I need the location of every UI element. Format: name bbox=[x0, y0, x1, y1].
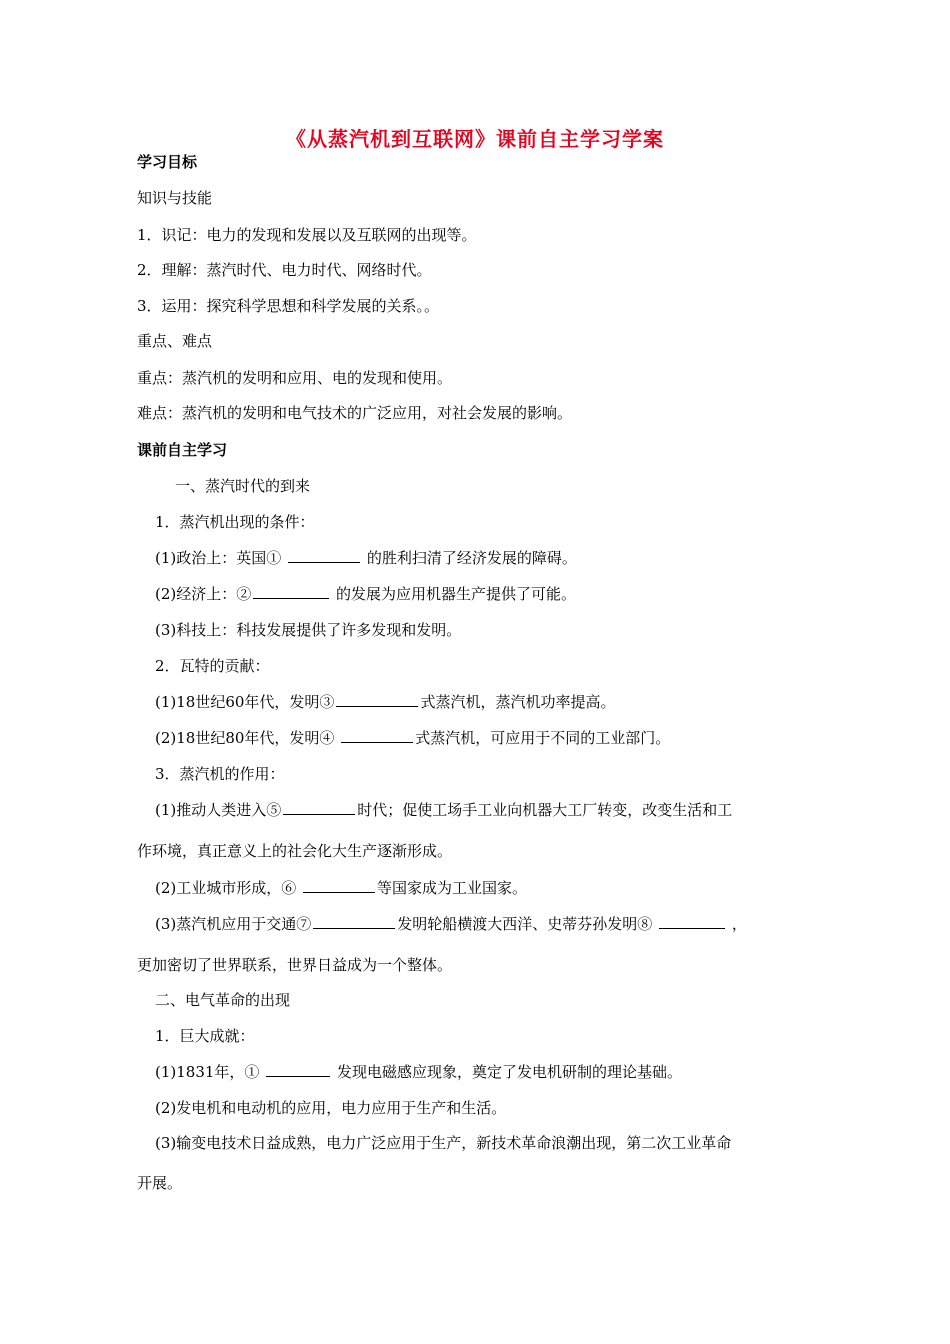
s1-q3-item-a bbox=[155, 799, 732, 820]
answer-blank[interactable] bbox=[303, 877, 375, 893]
s2-q1-item-a bbox=[155, 1061, 682, 1082]
item-text: ， bbox=[731, 915, 747, 933]
answer-blank[interactable] bbox=[336, 691, 418, 707]
item-text: 式蒸汽机，蒸汽机功率提高。 bbox=[420, 693, 616, 711]
answer-blank[interactable] bbox=[288, 547, 360, 563]
answer-blank[interactable] bbox=[313, 913, 395, 929]
item-text: 等国家成为工业国家。 bbox=[377, 879, 528, 897]
s1-q1-item-c: (3)科技上：科技发展提供了许多发现和发明。 bbox=[155, 621, 462, 639]
item-text: (1)18世纪60年代，发明③ bbox=[155, 693, 335, 711]
difficulty: 难点：蒸汽机的发明和电气技术的广泛应用，对社会发展的影响。 bbox=[137, 404, 573, 422]
document-title: 《从蒸汽机到互联网》课前自主学习学案 bbox=[286, 127, 664, 151]
section-2-heading: 二、电气革命的出现 bbox=[155, 991, 291, 1009]
goal-3: 3．运用：探究科学思想和科学发展的关系。。 bbox=[137, 297, 440, 315]
s1-q3-item-b bbox=[155, 877, 527, 898]
s1-q2-item-b bbox=[155, 727, 670, 748]
item-text: 发现电磁感应现象，奠定了发电机研制的理论基础。 bbox=[336, 1063, 682, 1081]
answer-blank[interactable] bbox=[253, 583, 329, 599]
goals-heading: 学习目标 bbox=[137, 153, 198, 171]
item-text: 时代；促使工场手工业向机器大工厂转变，改变生活和工 bbox=[357, 801, 733, 819]
item-text: 的胜利扫清了经济发展的障碍。 bbox=[366, 549, 577, 567]
item-text: (2)工业城市形成，⑥ bbox=[155, 879, 297, 897]
item-text: (2)18世纪80年代，发明④ bbox=[155, 729, 335, 747]
item-text: (2)经济上：② bbox=[155, 585, 252, 603]
item-text: (1)政治上：英国① bbox=[155, 549, 282, 567]
key-points-heading: 重点、难点 bbox=[137, 332, 213, 350]
knowledge-skills-label: 知识与技能 bbox=[137, 189, 213, 207]
s1-q2-item-a bbox=[155, 691, 615, 712]
s1-question-1: 1．蒸汽机出现的条件： bbox=[155, 513, 315, 531]
s2-question-1: 1．巨大成就： bbox=[155, 1027, 255, 1045]
s1-q3-item-a-continued: 作环境，真正意义上的社会化大生产逐渐形成。 bbox=[137, 842, 453, 860]
s2-q1-item-c: (3)输变电技术日益成熟，电力广泛应用于生产，新技术革命浪潮出现，第二次工业革命 bbox=[155, 1134, 732, 1152]
item-text: 式蒸汽机，可应用于不同的工业部门。 bbox=[415, 729, 671, 747]
goal-2: 2．理解：蒸汽时代、电力时代、网络时代。 bbox=[137, 261, 432, 279]
s1-q3-item-c bbox=[155, 913, 747, 934]
item-text: (1)推动人类进入⑤ bbox=[155, 801, 282, 819]
item-text: 的发展为应用机器生产提供了可能。 bbox=[336, 585, 577, 603]
section-1-heading: 一、蒸汽时代的到来 bbox=[175, 477, 311, 495]
key-point: 重点：蒸汽机的发明和应用、电的发现和使用。 bbox=[137, 369, 453, 387]
item-text: (1)1831年，① bbox=[155, 1063, 260, 1081]
s2-q1-item-c-continued: 开展。 bbox=[137, 1174, 183, 1192]
item-text: 发明轮船横渡大西洋、史蒂芬孙发明⑧ bbox=[397, 915, 653, 933]
s2-q1-item-b: (2)发电机和电动机的应用，电力应用于生产和生活。 bbox=[155, 1099, 507, 1117]
self-study-heading: 课前自主学习 bbox=[137, 441, 228, 459]
s1-q1-item-b bbox=[155, 583, 576, 604]
s1-question-3: 3．蒸汽机的作用： bbox=[155, 765, 285, 783]
s1-question-2: 2．瓦特的贡献： bbox=[155, 657, 270, 675]
answer-blank[interactable] bbox=[341, 727, 413, 743]
answer-blank[interactable] bbox=[283, 799, 355, 815]
answer-blank[interactable] bbox=[266, 1061, 330, 1077]
answer-blank[interactable] bbox=[659, 913, 725, 929]
s1-q3-item-c-continued: 更加密切了世界联系，世界日益成为一个整体。 bbox=[137, 956, 453, 974]
item-text: (3)蒸汽机应用于交通⑦ bbox=[155, 915, 312, 933]
goal-1: 1．识记：电力的发现和发展以及互联网的出现等。 bbox=[137, 226, 477, 244]
s1-q1-item-a bbox=[155, 547, 577, 568]
